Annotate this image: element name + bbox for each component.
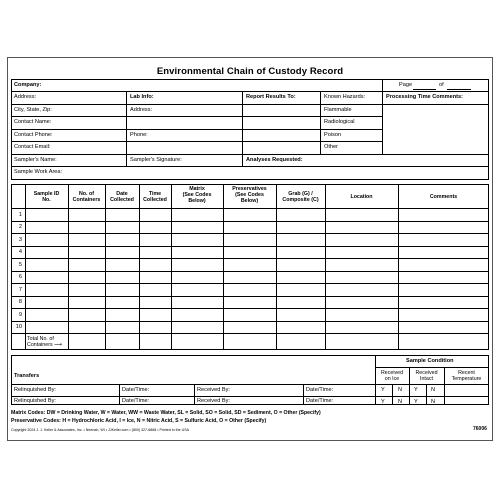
ice-yes-option[interactable]: Y [381,399,385,405]
row-number: 8 [18,299,22,305]
total-containers-label: Total No. of Containers ⟶ [27,336,62,349]
row-number: 1 [18,212,22,218]
received-by-label: Received By: [197,398,230,404]
row-number: 4 [18,249,22,255]
col-sample-id: Sample ID No. [33,191,60,204]
row-number: 7 [18,287,22,293]
page-number-field[interactable] [413,89,436,90]
company-field[interactable] [60,80,380,91]
relinquished-by-label: Relinquished By: [14,387,56,393]
copyright: Copyright 2024 J. J. Keller & Associates, Inc. • Neenah, WI • JJKeller.com • (800) 327-6868 • Printed in the USA [11,428,190,432]
form-number: 76006 [473,426,487,432]
row-number: 10 [15,324,22,330]
intact-no-option[interactable]: N [431,387,436,393]
ice-no-option[interactable]: N [398,399,403,405]
row-number: 5 [18,262,22,268]
report-results-to-label: Report Results To: [246,94,296,100]
sample-condition-title: Sample Condition [406,358,454,364]
preservative-codes: Preservative Codes: H = Hydrochloric Acid, I = Ice, N = Nitric Acid, S = Sulfuric Acid, O = Other (Specify) [11,418,267,424]
row-number: 2 [18,224,22,230]
form-title: Environmental Chain of Custody Record [156,66,344,77]
col-date-collected: Date Collected [110,191,134,204]
page-total-field[interactable] [447,89,471,90]
lab-info-label: Lab Info: [130,94,154,100]
col-location: Location [350,194,373,200]
row-number: 3 [18,237,22,243]
received-by-label: Received By: [197,387,230,393]
address-label: Address: [14,94,37,100]
radiological-label: Radiological [324,119,355,125]
intact-yes-option[interactable]: Y [414,387,418,393]
contact-phone-label: Contact Phone: [14,132,53,138]
other-hazard-label: Other [324,144,338,150]
page-of-label: of [439,82,444,88]
sample-work-area-label: Sample Work Area: [14,169,63,175]
recent-temperature-label: Recent Temperature [451,370,482,383]
col-time-collected: Time Collected [143,191,167,204]
date-time-label: Date/Time: [306,387,334,393]
row-number: 6 [18,274,22,280]
matrix-codes: Matrix Codes: DW = Drinking Water, W = Water, WW = Waste Water, SL = Solid, SO = Solid, SD = Sediment, O = Other (Specify) [11,410,321,416]
row-number: 9 [18,312,22,318]
poison-label: Poison [324,132,342,138]
city-state-zip-label: City, State, Zip: [14,107,52,113]
intact-yes-option[interactable]: Y [414,399,418,405]
company-label: Company: [14,82,42,88]
phone-label: Phone: [130,132,148,138]
received-on-ice-label: Received on Ice [380,370,404,383]
col-no-of-containers: No. of Containers [72,191,101,204]
col-preservatives: Preservatives (See Codes Below) [232,186,267,205]
processing-time-comments-label: Processing Time Comments: [386,94,463,100]
intact-no-option[interactable]: N [431,399,436,405]
ice-yes-option[interactable]: Y [381,387,385,393]
flammable-label: Flammable [324,107,352,113]
contact-email-label: Contact Email: [14,144,51,150]
lab-address-label: Address: [130,107,153,113]
received-intact-label: Received Intact [415,370,438,383]
col-grab-composite: Grab (G) / Composite (C) [282,191,319,204]
date-time-label: Date/Time: [122,387,150,393]
samplers-name-label: Sampler's Name: [14,157,57,163]
ice-no-option[interactable]: N [398,387,403,393]
col-comments: Comments [429,194,458,200]
contact-name-label: Contact Name: [14,119,52,125]
page-label: Page [399,82,413,88]
transfers-title: Transfers [14,373,40,379]
analyses-requested-label: Analyses Requested: [246,157,303,163]
known-hazards-label: Known Hazards: [324,94,366,100]
col-matrix: Matrix (See Codes Below) [182,186,212,205]
date-time-label: Date/Time: [306,398,334,404]
date-time-label: Date/Time: [122,398,150,404]
relinquished-by-label: Relinquished By: [14,398,56,404]
samplers-signature-label: Sampler's Signature: [130,157,182,163]
